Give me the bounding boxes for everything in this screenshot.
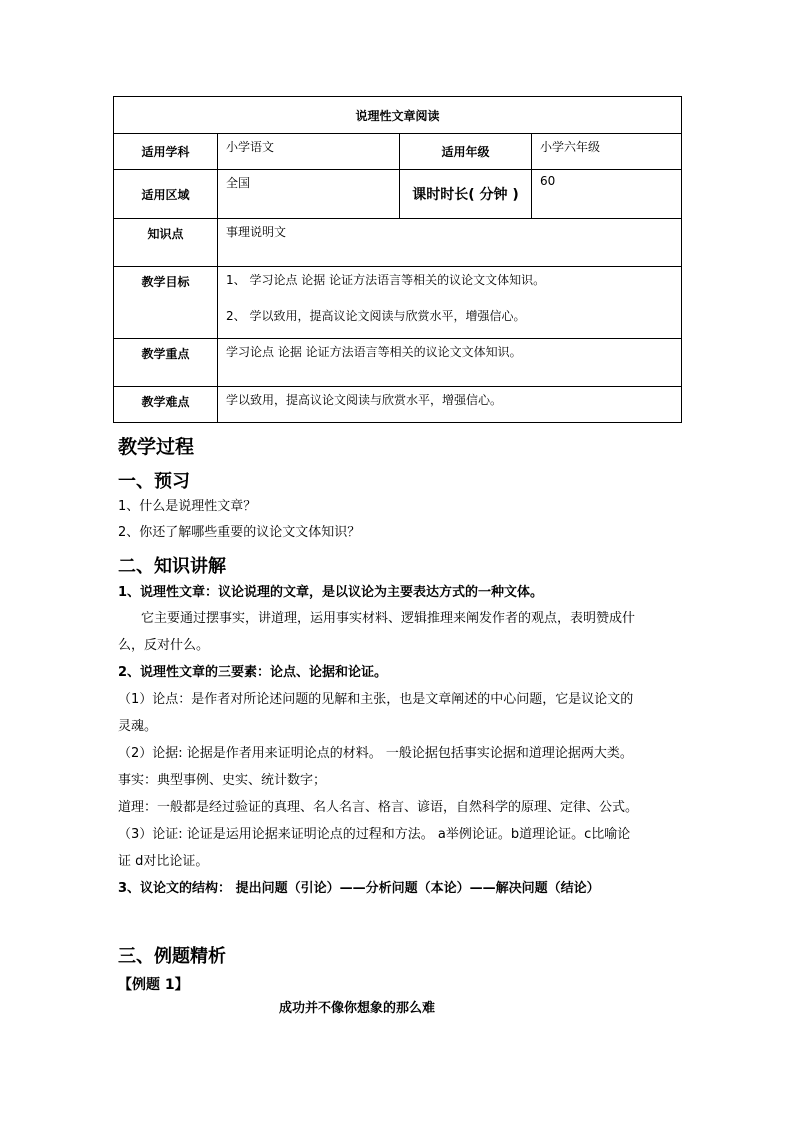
knowledge-paragraph: 事实：典型事例、史实、统计数字； bbox=[118, 773, 327, 788]
lesson-title: 说理性文章阅读 bbox=[114, 97, 682, 134]
key-value: 学习论点 论据 论证方法语言等相关的议论文文体知识。 bbox=[218, 339, 682, 387]
table-title-row bbox=[114, 97, 682, 134]
knowledge-label: 知识点 bbox=[114, 219, 218, 267]
knowledge-value: 事理说明文 bbox=[218, 219, 682, 267]
key-label: 教学重点 bbox=[114, 339, 218, 387]
goal-value bbox=[218, 267, 682, 339]
knowledge-paragraph: （3）论证: 论证是运用论据来证明论点的过程和方法。 a举例论证。b道理论证。c比喻论 bbox=[118, 827, 631, 842]
knowledge-heading: 二、知识讲解 bbox=[118, 556, 226, 577]
grade-label: 适用年级 bbox=[400, 134, 532, 170]
knowledge-paragraph: 么，反对什么。 bbox=[118, 638, 210, 653]
knowledge-paragraph: 道理：一般都是经过验证的真理、名人名言、格言、谚语，自然科学的原理、定律、公式。 bbox=[118, 800, 639, 815]
knowledge-paragraph: 3、议论文的结构： 提出问题（引论）——分析问题（本论）——解决问题（结论） bbox=[118, 881, 600, 896]
subject-value: 小学语文 bbox=[218, 134, 400, 170]
goal-item: 1、 学习论点 论据 论证方法语言等相关的议论文文体知识。 bbox=[226, 273, 546, 287]
knowledge-paragraph: 它主要通过摆事实，讲道理，运用事实材料、逻辑推理来阐发作者的观点，表明赞成什 bbox=[141, 611, 636, 626]
table-row bbox=[114, 134, 682, 170]
table-row bbox=[114, 267, 682, 339]
table-row bbox=[114, 219, 682, 267]
knowledge-paragraph: （2）论据: 论据是作者用来证明论点的材料。 一般论据包括事实论据和道理论据两大类。 bbox=[118, 746, 633, 761]
lesson-info-table bbox=[113, 96, 682, 423]
knowledge-paragraph: 2、说理性文章的三要素：论点、论据和论证。 bbox=[118, 665, 388, 680]
knowledge-paragraph: 1、说理性文章：议论说理的文章，是以议论为主要表达方式的一种文体。 bbox=[118, 585, 544, 600]
preview-question: 1、什么是说理性文章？ bbox=[118, 499, 257, 514]
subject-label: 适用学科 bbox=[114, 134, 218, 170]
example-title: 成功并不像你想象的那么难 bbox=[279, 1001, 436, 1016]
preview-heading: 一、预习 bbox=[118, 471, 190, 492]
table-row bbox=[114, 170, 682, 219]
table-row bbox=[114, 339, 682, 387]
preview-question: 2、你还了解哪些重要的议论文文体知识？ bbox=[118, 525, 361, 540]
process-heading: 教学过程 bbox=[118, 436, 195, 458]
example-label: 【例题 1】 bbox=[118, 977, 189, 993]
knowledge-paragraph: （1）论点：是作者对所论述问题的见解和主张，也是文章阐述的中心问题，它是议论文的 bbox=[118, 692, 634, 707]
region-label: 适用区域 bbox=[114, 170, 218, 219]
goal-item: 2、 学以致用，提高议论文阅读与欣赏水平，增强信心。 bbox=[226, 309, 526, 323]
difficulty-value: 学以致用，提高议论文阅读与欣赏水平，增强信心。 bbox=[218, 387, 682, 423]
duration-value: 60 bbox=[532, 170, 682, 219]
duration-label: 课时时长( 分钟 ) bbox=[400, 170, 532, 219]
knowledge-paragraph: 灵魂。 bbox=[118, 719, 158, 734]
region-value: 全国 bbox=[218, 170, 400, 219]
difficulty-label: 教学难点 bbox=[114, 387, 218, 423]
knowledge-paragraph: 证 d对比论证。 bbox=[118, 854, 209, 869]
goal-label: 教学目标 bbox=[114, 267, 218, 339]
grade-value: 小学六年级 bbox=[532, 134, 682, 170]
table-row bbox=[114, 387, 682, 423]
examples-heading: 三、例题精析 bbox=[118, 946, 226, 967]
